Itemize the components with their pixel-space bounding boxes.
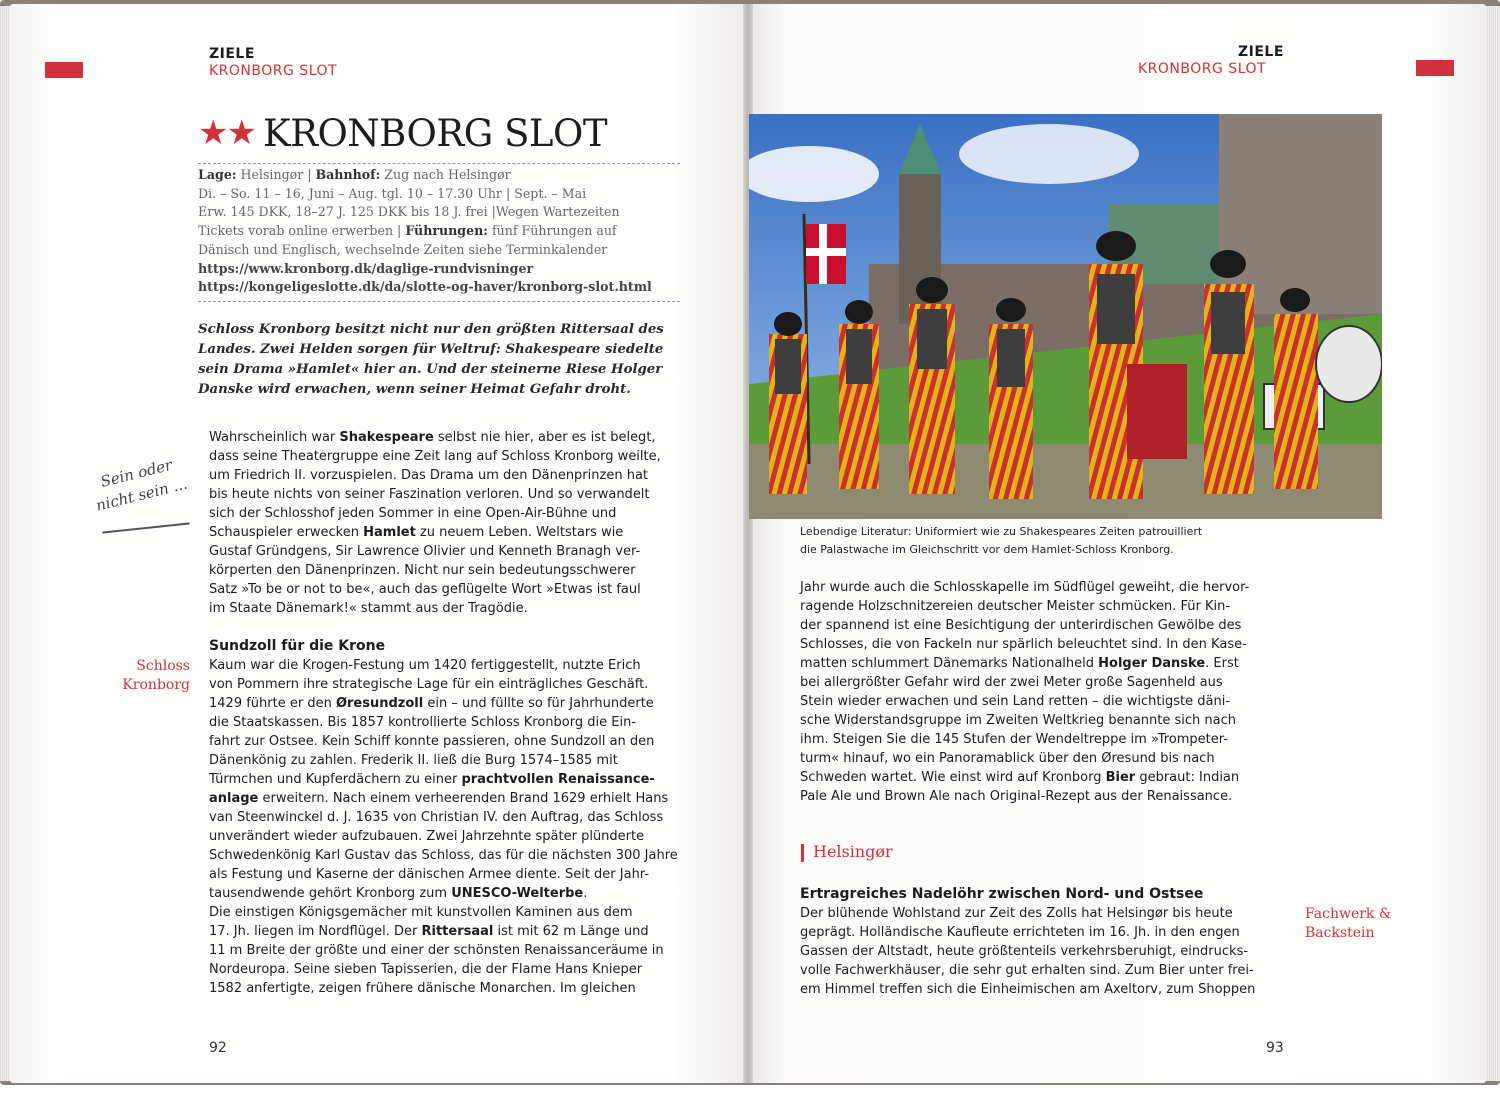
opening-hours: Di. – So. 11 – 16, Juni – Aug. tgl. 10 – 17.30 Uhr | Sept. – Mai xyxy=(198,185,587,201)
palace-guard-photo xyxy=(749,114,1382,519)
text-bold: Bier xyxy=(1105,770,1136,785)
margin-note-line: Backstein xyxy=(1305,925,1375,941)
handwritten-note: Sein oder nicht sein ... xyxy=(94,455,190,515)
margin-note-line: Schloss xyxy=(136,658,190,674)
text-bold: Hamlet xyxy=(363,525,416,540)
right-paragraph-2 xyxy=(800,885,1290,999)
margin-note-fachwerk xyxy=(1305,905,1391,943)
text-line: dass seine Theatergruppe eine Zeit lang auf Schloss Kronborg weilte, xyxy=(209,449,661,464)
header-category-left: ZIELE xyxy=(209,46,255,62)
lage-label: Lage: xyxy=(198,167,237,182)
text-line: von Pommern ihre strategische Lage für ein einträgliches Geschäft. xyxy=(209,677,649,692)
text-line: Pale Ale und Brown Ale nach Original-Rezept aus der Renaissance. xyxy=(800,789,1233,804)
intro-line: Schloss Kronborg besitzt nicht nur den größten Rittersaal des xyxy=(198,322,664,337)
subheading-sundzoll: Sundzoll für die Krone xyxy=(209,638,386,654)
text-run: zu neuem Leben. Weltstars wie xyxy=(415,525,624,540)
page-title: KRONBORG SLOT xyxy=(262,111,607,155)
intro-teaser xyxy=(198,320,678,400)
text-line: em Himmel treffen sich die Einheimischen am Axeltorv, zum Shoppen xyxy=(800,982,1256,997)
text-line: Der blühende Wohlstand zur Zeit des Zolls hat Helsingør bis heute xyxy=(800,906,1233,921)
photo-illustration xyxy=(749,114,1382,519)
text-line: um Friedrich II. vorzuspielen. Das Drama um den Dänenprinzen hat xyxy=(209,468,649,483)
lage-value: Helsingør xyxy=(240,167,304,182)
text-run: 1429 führte er den xyxy=(209,696,336,711)
text-line: Schlosses, die von Fackeln nur spärlich beleuchtet sind. In den Kase- xyxy=(800,637,1247,652)
bahnhof-label: Bahnhof: xyxy=(315,167,381,182)
text-bold: UNESCO-Welterbe xyxy=(451,886,584,901)
url-link-2[interactable]: https://kongeligeslotte.dk/da/slotte-og-haver/kronborg-slot.html xyxy=(198,279,652,295)
left-paragraph-1 xyxy=(209,428,694,618)
tickets-note: Tickets vorab online erwerben | xyxy=(198,223,402,239)
text-run: . xyxy=(583,886,588,901)
text-line: Gassen der Altstadt, heute größtenteils verkehrsberuhigt, eindrucks- xyxy=(800,944,1249,959)
text-line: Jahr wurde auch die Schlosskapelle im Südflügel geweiht, die hervor- xyxy=(800,580,1250,595)
intro-line: Landes. Zwei Helden sorgen für Weltruf: Shakespeare siedelte xyxy=(198,342,664,357)
text-bold: Shakespeare xyxy=(339,430,434,445)
text-line: Kaum war die Krogen-Festung um 1420 fertiggestellt, nutzte Erich xyxy=(209,658,641,673)
text-line: ragende Holzschnitzereien deutscher Meister schmücken. Für Kin- xyxy=(800,599,1231,614)
text-run: Schweden wartet. Wie einst wird auf Kronborg xyxy=(800,770,1106,785)
text-line: bis heute nichts von seiner Faszination verloren. Und so verwandelt xyxy=(209,487,650,502)
text-bold: anlage xyxy=(209,791,259,806)
red-tab-marker-left xyxy=(45,62,83,78)
margin-note-schloss xyxy=(100,657,190,695)
text-run: ein – und füllte so für Jahrhunderte xyxy=(423,696,654,711)
text-line: sche Widerstandsgruppe im Zweiten Weltkrieg benannte sich nach xyxy=(800,713,1236,728)
text-line: Dänenkönig zu zahlen. Frederik II. ließ die Burg 1574–1585 mit xyxy=(209,753,618,768)
text-line: turm« hinauf, wo ein Panoramablick über den Øresund bis nach xyxy=(800,751,1215,766)
page-stack-right xyxy=(1486,6,1500,1081)
text-bold: Rittersaal xyxy=(421,924,494,939)
red-tab-marker-right xyxy=(1416,60,1454,76)
left-paragraph-2 xyxy=(209,637,694,998)
text-line: unverändert wieder aufzubauen. Zwei Jahrzehnte später plünderte xyxy=(209,829,645,844)
text-line: Schwedenkönig Karl Gustav das Schloss, das für die nächsten 300 Jahre xyxy=(209,848,678,863)
text-line: 1582 anfertigte, zeigen frühere dänische Monarchen. Im gleichen xyxy=(209,981,636,996)
photo-caption xyxy=(800,523,1240,559)
text-run: selbst nie hier, aber es ist belegt, xyxy=(433,430,656,445)
caption-line: Lebendige Literatur: Uniformiert wie zu Shakespeares Zeiten patrouilliert xyxy=(800,525,1203,538)
info-box: Lage: Helsingør | Bahnhof: Zug nach Helsingør Di. – So. 11 – 16, Juni – Aug. tgl. 10 – 17.30 Uhr | Sept. – Mai Erw. 145 DKK, 18–27 J. 125 DKK bis 18 J. frei |Wegen Wartezeiten Tickets vorab online erwerben | Führungen: fünf Führungen auf Dänisch und Englisch, wechselnde Zeiten siehe Terminkalender https://www.kronborg.dk/daglige-rundvisninger https://kongeligeslotte.dk/da/slotte-og-haver/kronborg-slot.html xyxy=(198,163,680,302)
text-line: sich der Schlosshof jeden Sommer in eine Open-Air-Bühne und xyxy=(209,506,617,521)
margin-note-line: Kronborg xyxy=(122,677,190,693)
text-run: . Erst xyxy=(1205,656,1239,671)
text-line: fahrt zur Ostsee. Kein Schiff konnte passieren, ohne Sundzoll an den xyxy=(209,734,655,749)
text-line: Satz »To be or not to be«, auch das geflügelte Wort »Etwas ist faul xyxy=(209,582,641,597)
text-line: Nordeuropa. Seine sieben Tapisserien, die der Flame Hans Knieper xyxy=(209,962,643,977)
fuehrungen-label: Führungen: xyxy=(405,223,488,239)
title-row xyxy=(198,108,607,158)
caption-line: die Palastwache im Gleichschritt vor dem Hamlet-Schloss Kronborg. xyxy=(800,543,1174,556)
text-line: körperten den Dänenprinzen. Nicht nur sein bedeutungsschwerer xyxy=(209,563,636,578)
page-number-right: 93 xyxy=(1266,1040,1284,1056)
right-paragraph-1 xyxy=(800,578,1290,806)
subheading-nadeloehr: Ertragreiches Nadelöhr zwischen Nord- und Ostsee xyxy=(800,886,1204,902)
text-run: matten schlummert Dänemarks Nationalheld xyxy=(800,656,1099,671)
text-line: als Festung und Kaserne der dänischen Armee diente. Seit der Jahr- xyxy=(209,867,650,882)
text-line: ihm. Steigen Sie die 145 Stufen der Wendeltreppe im »Trompeter- xyxy=(800,732,1228,747)
rating-stars: ★★ xyxy=(198,113,255,153)
text-line: van Steenwinckel d. J. 1635 von Christian IV. den Auftrag, das Schloss xyxy=(209,810,664,825)
margin-note-line: Fachwerk & xyxy=(1305,906,1392,922)
text-bold: prachtvollen Renaissance- xyxy=(461,772,655,787)
text-line: bei allergrößter Gefahr wird der zwei Meter große Sagenheld aus xyxy=(800,675,1223,690)
fuehrungen-value: fünf Führungen auf xyxy=(491,223,617,239)
text-bold: Holger Danske xyxy=(1098,656,1206,671)
text-run: Wahrscheinlich war xyxy=(209,430,340,445)
text-run: Türmchen und Kupferdächern zu einer xyxy=(209,772,462,787)
text-run: 17. Jh. liegen im Nordflügel. Der xyxy=(209,924,422,939)
text-line: Gustaf Gründgens, Sir Lawrence Olivier und Kenneth Branagh ver- xyxy=(209,544,641,559)
section-title-helsingor: Helsingør xyxy=(813,842,893,861)
tour-languages: Dänisch und Englisch, wechselnde Zeiten siehe Terminkalender xyxy=(198,241,608,257)
text-line: Stein wieder erwachen und sein Land retten – die wichtigste däni- xyxy=(800,694,1231,709)
text-line: volle Fachwerkhäuser, die sehr gut erhalten sind. Zum Bier unter frei- xyxy=(800,963,1254,978)
text-run: Schauspieler erwecken xyxy=(209,525,364,540)
header-title-left: KRONBORG SLOT xyxy=(209,63,338,79)
bahnhof-value: Zug nach Helsingør xyxy=(384,167,511,182)
text-line: geprägt. Holländische Kaufleute errichteten im 16. Jh. in den engen xyxy=(800,925,1240,940)
header-category-right: ZIELE xyxy=(1238,44,1284,60)
url-link-1[interactable]: https://www.kronborg.dk/daglige-rundvisninger xyxy=(198,260,534,276)
text-line: 11 m Breite der größte und einer der schönsten Renaissanceräume in xyxy=(209,943,664,958)
text-line: Die einstigen Königsgemächer mit kunstvollen Kaminen aus dem xyxy=(209,905,633,920)
intro-line: sein Drama »Hamlet« hier an. Und der steinerne Riese Holger xyxy=(198,362,663,377)
section-marker xyxy=(801,844,804,862)
text-bold: Øresundzoll xyxy=(335,696,424,711)
page-number-left: 92 xyxy=(209,1040,227,1056)
text-run: gebraut: Indian xyxy=(1135,770,1240,785)
header-title-right: KRONBORG SLOT xyxy=(1138,61,1267,77)
intro-line: Danske wird erwachen, wenn seiner Heimat Gefahr droht. xyxy=(198,382,631,397)
text-run: tausendwende gehört Kronborg zum xyxy=(209,886,452,901)
text-line: die Staatskassen. Bis 1857 kontrollierte Schloss Kronborg die Ein- xyxy=(209,715,637,730)
text-run: erweitern. Nach einem verheerenden Brand 1629 erhielt Hans xyxy=(258,791,669,806)
text-line: im Staate Dänemark!« stammt aus der Tragödie. xyxy=(209,601,528,616)
prices: Erw. 145 DKK, 18–27 J. 125 DKK bis 18 J. frei |Wegen Wartezeiten xyxy=(198,204,620,220)
text-line: der spannend ist eine Besichtigung der unterirdischen Gewölbe des xyxy=(800,618,1242,633)
text-run: ist mit 62 m Länge und xyxy=(493,924,649,939)
